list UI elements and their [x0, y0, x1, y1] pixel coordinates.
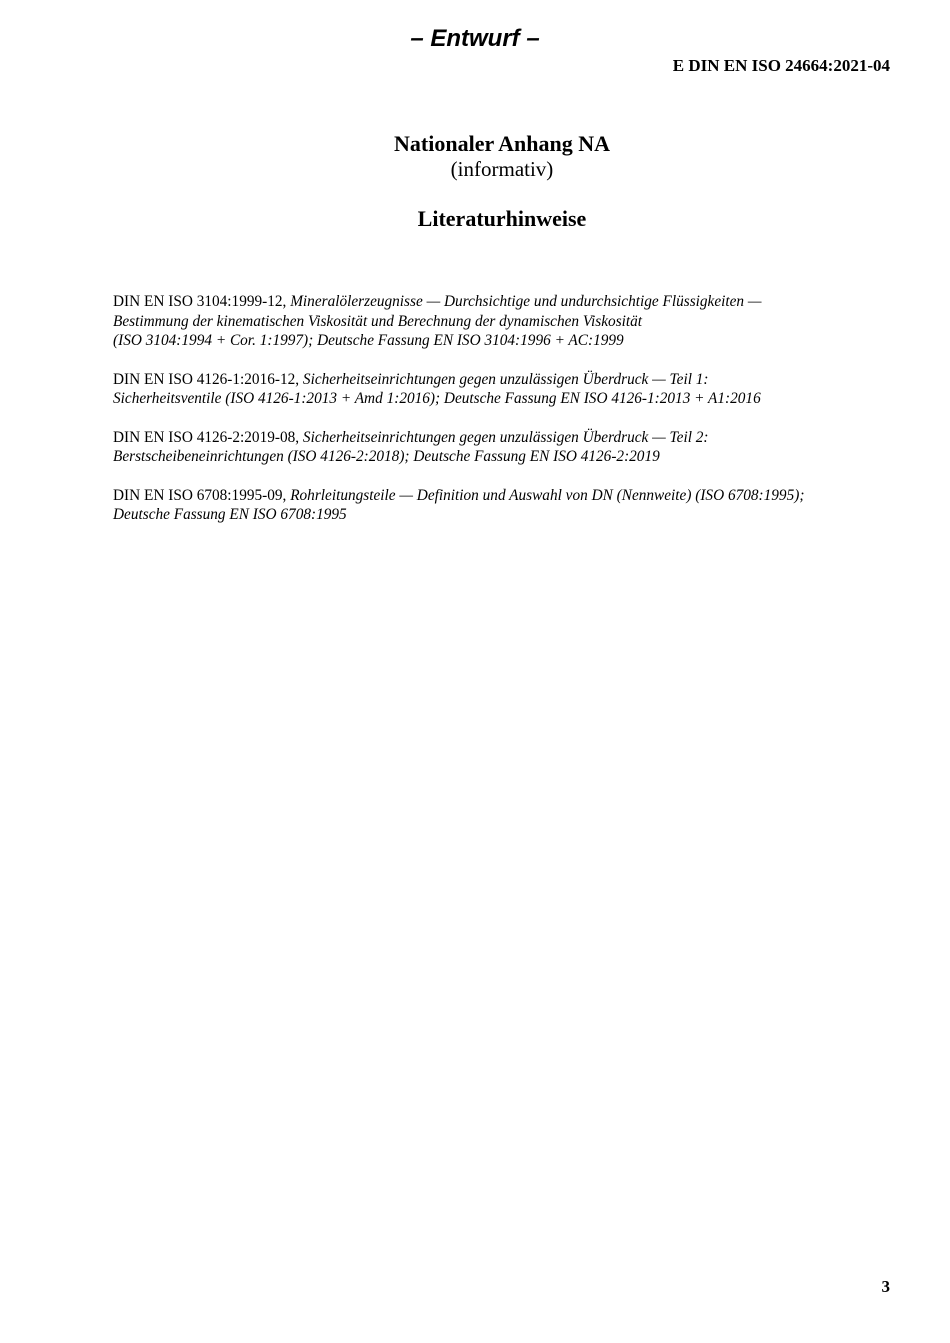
- reference-entry: [113, 486, 903, 525]
- reference-title-line: (ISO 3104:1994 + Cor. 1:1997); Deutsche Fassung EN ISO 3104:1996 + AC:1999: [113, 332, 624, 349]
- reference-designation: DIN EN ISO 4126-2:2019-08,: [113, 428, 303, 446]
- reference-title-line: Sicherheitsventile (ISO 4126-1:2013 + Amd 1:2016); Deutsche Fassung EN ISO 4126-1:2013 + A1:2016: [113, 390, 761, 407]
- section-title: Literaturhinweise: [417, 206, 587, 231]
- reference-title-line: Sicherheitseinrichtungen gegen unzulässigen Überdruck — Teil 2:: [302, 428, 709, 446]
- reference-title-line: Rohrleitungsteile — Definition und Auswahl von DN (Nennweite) (ISO 6708:1995);: [290, 486, 805, 504]
- reference-title-line: Berstscheibeneinrichtungen (ISO 4126-2:2018); Deutsche Fassung EN ISO 4126-2:2019: [113, 448, 660, 465]
- reference-list: [113, 292, 903, 544]
- reference-title-line: Bestimmung der kinematischen Viskosität und Berechnung der dynamischen Viskosität: [113, 312, 643, 330]
- reference-title-line: Sicherheitseinrichtungen gegen unzulässigen Überdruck — Teil 1:: [302, 370, 709, 388]
- reference-entry: [113, 428, 903, 467]
- reference-designation: DIN EN ISO 6708:1995-09,: [113, 486, 291, 504]
- reference-title-line: Deutsche Fassung EN ISO 6708:1995: [113, 506, 347, 523]
- reference-designation: DIN EN ISO 4126-1:2016-12,: [113, 370, 303, 388]
- annex-heading: [0, 131, 950, 181]
- page-number: 3: [881, 1277, 890, 1296]
- reference-title-line: Mineralölerzeugnisse — Durchsichtige und undurchsichtige Flüssigkeiten —: [290, 293, 762, 310]
- document-id: E DIN EN ISO 24664:2021-04: [672, 56, 890, 75]
- annex-subtitle: (informativ): [450, 157, 554, 181]
- reference-entry: [113, 370, 903, 409]
- draft-label: – Entwurf –: [410, 25, 540, 52]
- reference-designation: DIN EN ISO 3104:1999-12,: [113, 293, 291, 310]
- reference-entry: [113, 292, 903, 351]
- annex-title: Nationaler Anhang NA: [394, 131, 610, 156]
